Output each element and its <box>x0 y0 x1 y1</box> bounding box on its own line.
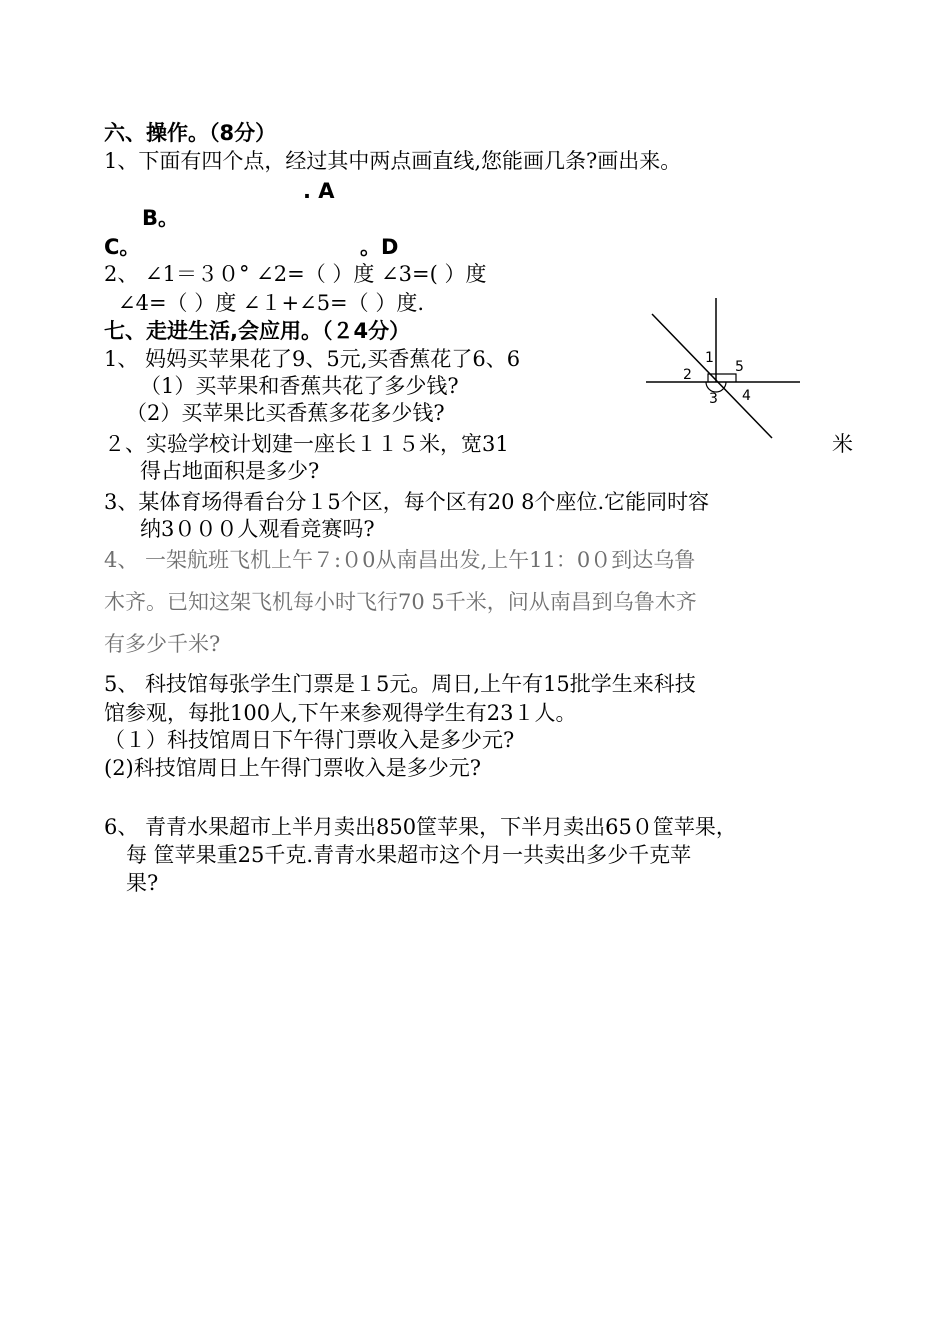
angle-label-2: 2 <box>683 367 692 383</box>
section6-question-2-line2: ∠4=（ ）度 ∠１+∠5=（ ）度. <box>118 291 424 315</box>
section7-question-3-line1: 3、某体育场得看台分１5个区，每个区有20 8个座位.它能同时容 <box>104 490 710 514</box>
diagonal-line <box>652 314 772 438</box>
section7-question-5-part-2: (2)科技馆周日上午得门票收入是多少元? <box>104 756 482 780</box>
section7-question-2-right: 米 <box>832 432 853 456</box>
section7-question-4-line2: 木齐。已知这架飞机每小时飞行70 5千米，问从南昌到乌鲁木齐 <box>104 590 697 614</box>
section7-question-2-line2: 得占地面积是多少? <box>140 459 320 483</box>
angle-label-4: 4 <box>742 388 751 404</box>
section6-question-2-line1: 2、 ∠1＝３０° ∠2=（ ）度 ∠3=( ）度 <box>104 262 487 286</box>
section7-question-2-line1: ２、实验学校计划建一座长１１５米，宽31 <box>104 432 509 456</box>
point-d: 。D <box>360 235 399 259</box>
right-angle-mark-right <box>716 374 736 382</box>
section7-question-4-line1: 4、 一架航班飞机上午７:０0从南昌出发,上午11：0０到达乌鲁 <box>104 548 696 572</box>
section7-question-4-line3: 有多少千米? <box>104 632 221 656</box>
section7-question-1-part-1: （1）买苹果和香蕉共花了多少钱? <box>140 374 459 398</box>
section7-question-6-line3: 果? <box>126 871 159 895</box>
section6-question-1: 1、下面有四个点，经过其中两点画直线,您能画几条?画出来。 <box>104 149 682 173</box>
section7-question-6-line1: 6、 青青水果超市上半月卖出850筐苹果，下半月卖出65０筐苹果， <box>104 815 737 839</box>
angle-label-1: 1 <box>705 350 714 366</box>
section7-question-5-line2: 馆参观，每批100人,下午来参观得学生有23１人。 <box>104 701 577 725</box>
angle-label-3: 3 <box>709 391 718 407</box>
section7-question-5-part-1: （１）科技馆周日下午得门票收入是多少元? <box>104 728 515 752</box>
angle-label-5: 5 <box>735 359 744 375</box>
angle-diagram <box>618 290 828 450</box>
section7-question-5-line1: 5、 科技馆每张学生门票是１5元。周日,上午有15批学生来科技 <box>104 672 696 696</box>
section7-question-1-part-2: （2）买苹果比买香蕉多花多少钱? <box>126 401 445 425</box>
section7-question-3-line2: 纳3０００人观看竞赛吗? <box>140 517 375 541</box>
point-b: B。 <box>142 206 180 230</box>
section7-heading: 七、走进生活,会应用。（２4分） <box>104 319 411 343</box>
section7-question-6-line2: 每 筐苹果重25千克.青青水果超市这个月一共卖出多少千克苹 <box>126 843 692 867</box>
section6-heading: 六、操作。（8分） <box>104 121 277 145</box>
angle-figure <box>618 290 828 450</box>
point-a: . A <box>303 179 335 203</box>
section7-question-1: 1、 妈妈买苹果花了9、5元,买香蕉花了6、6 <box>104 347 521 371</box>
point-c: C。 <box>104 235 141 259</box>
